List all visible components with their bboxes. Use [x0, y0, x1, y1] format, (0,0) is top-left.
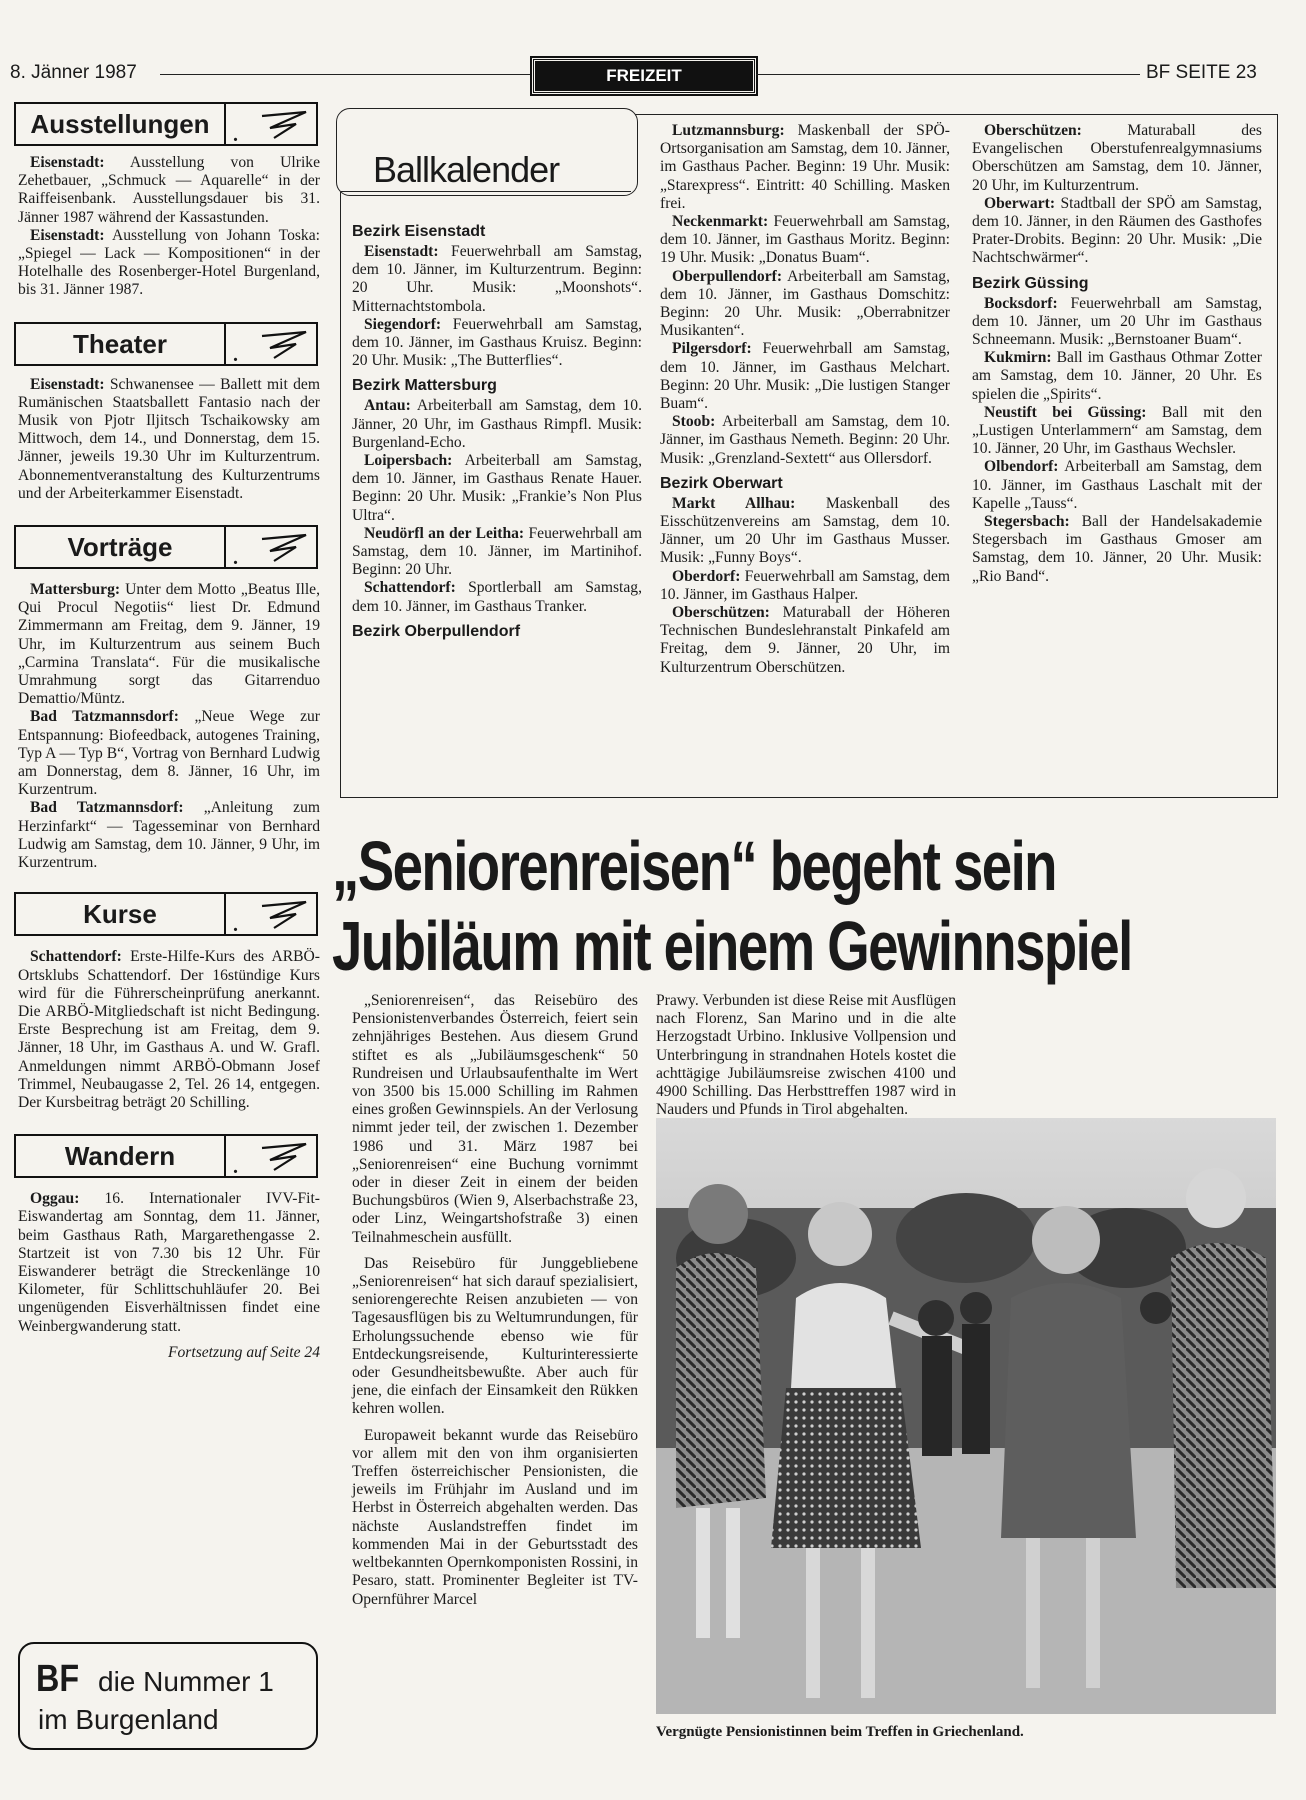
ball-col-1 — [352, 216, 642, 643]
place-name: Neudörfl an der Leitha: — [364, 524, 525, 542]
district-heading: Bezirk Güssing — [972, 274, 1089, 292]
dancing-pensioners-photo — [656, 1118, 1276, 1714]
ausstellungen-body — [14, 154, 320, 300]
place-name: Loipersbach: — [364, 452, 453, 470]
section-title: Ausstellungen — [16, 104, 226, 144]
article-paragraph: Europaweit bekannt wurde das Reisebüro vor allem mit den von ihm organisierten Treffen österreichischer Pensionisten, die jeweils im Frühjahr im Ausland und im Herbst in Österreich abgehalten werden. Das nächste Auslandstreffen findet im kommenden Mai in der Geburtsstadt des weltbekannten Opernkomponisten Rossini, in Pesaro, statt. Prominenter Begleiter ist TV-Opernführer Marcel — [352, 1426, 638, 1608]
section-header-vortraege — [14, 525, 318, 569]
entry-text: Stadtball der SPÖ am Samstag, dem 10. Jänner, in den Räumen des Gasthofes Prater-Drobits. Beginn: 20 Uhr. Musik: „Die Nachtschwärmer“. — [972, 194, 1262, 267]
bf-ad-box — [18, 1642, 318, 1750]
entry-text: Schwanensee — Ballett mit dem Rumänischen Staatsballett Fantasio nach der Musik von Pjotr Iljitsch Tschaikowsky am Mittwoch, dem 14., und Donnerstag, dem 15. Jänner, jeweils 19.30 Uhr im Kulturzentrum. Abonnementveranstaltung des Kulturzentrums und der Arbeiterkammer Eisenstadt. — [18, 375, 320, 502]
ad-line-1: die Nummer 1 — [98, 1666, 274, 1697]
place-name: Pilgersdorf: — [672, 340, 752, 358]
section-title: Wandern — [16, 1136, 226, 1176]
entry-text: Feuerwehrball am Samstag, dem 10. Jänner, um 20 Uhr im Gasthaus Schneemann. Musik: „Bernstoaner Buam“. — [972, 294, 1262, 349]
article-paragraph: Prawy. Verbunden ist diese Reise mit Ausflügen nach Florenz, San Marino und in die alte Herzogstadt Urbino. Inklusive Vollpension und Unterbringung in strandnahen Hotels kostet die achttägige Jubiläumsreise zwischen 4100 und 4900 Schilling. Das Herbsttreffen 1987 wird in Nauders und Pfunds in Tirol abgehalten. — [656, 992, 956, 1119]
place-name: Bad Tatzmannsdorf: — [30, 708, 179, 726]
ball-col-3 — [972, 122, 1262, 586]
entry-text: Ball mit den „Lustigen Unterlammern“ am Samstag, dem 10. Jänner, 20 Uhr, im Gasthaus Wechsler. — [972, 403, 1262, 458]
place-name: Stegersbach: — [984, 513, 1070, 531]
wandern-body — [14, 1190, 320, 1362]
entry-text: Sportlerball am Samstag, dem 10. Jänner, im Gasthaus Tranker. — [352, 579, 642, 615]
entry-text: Maskenball der SPÖ-Ortsorganisation am Samstag, dem 10. Jänner, im Gasthaus Pacher. Beginn: 19 Uhr. Musik: „Starexpress“. Eintritt: 40 Schilling. Masken frei. — [660, 122, 950, 212]
place-name: Bocksdorf: — [984, 294, 1058, 312]
dot-mark: . — [233, 343, 238, 366]
pen-icon — [256, 896, 312, 932]
place-name: Oberdorf: — [672, 567, 741, 585]
theater-body — [14, 376, 320, 503]
entry-text: Ausstellung von Ulrike Zehetbauer, „Schmuck — Aquarelle“ in der Raiffeisenbank. Ausstellungsdauer bis 31. Jänner 1987 während der Kassastunden. — [18, 154, 320, 226]
dot-mark: . — [233, 124, 238, 146]
place-name: Bad Tatzmannsdorf: — [30, 799, 184, 817]
place-name: Eisenstadt: — [364, 243, 439, 260]
entry-text: Arbeiterball am Samstag, dem 10. Jänner, 20 Uhr, im Gasthaus Rimpfl. Musik: Burgenland-Echo. — [352, 397, 642, 451]
place-name: Lutzmannsburg: — [672, 122, 785, 139]
dot-mark: . — [233, 547, 238, 570]
ball-col-2 — [660, 122, 950, 677]
place-name: Neustift bei Güssing: — [984, 403, 1147, 421]
pen-icon — [256, 106, 312, 142]
continued-note: Fortsetzung auf Seite 24 — [167, 1343, 320, 1361]
entry-text: Maturaball des Evangelischen Oberstufenrealgymnasiums Oberschützen am Samstag, dem 10. Jänner, 20 Uhr, im Kulturzentrum. — [972, 122, 1262, 194]
district-heading: Bezirk Mattersburg — [352, 377, 497, 395]
section-header-ausstellungen — [14, 102, 318, 146]
entry-text: Arbeiterball am Samstag, dem 10. Jänner, im Gasthaus Domschitz: Beginn: 20 Uhr. Musik: „Oberrabnitzer Musikanten“. — [660, 267, 950, 340]
section-title: Vorträge — [16, 527, 226, 567]
section-title: Theater — [16, 324, 226, 364]
place-name: Eisenstadt: — [30, 226, 105, 244]
title-underline — [341, 191, 631, 192]
place-name: Neckenmarkt: — [672, 213, 769, 231]
rubric-label: FREIZEIT — [532, 58, 756, 94]
pen-icon — [256, 529, 312, 565]
entry-text: Feuerwehrball am Samstag, dem 10. Jänner, im Martinihof. Beginn: 20 Uhr. — [352, 524, 642, 579]
entry-text: Unter dem Motto „Beatus Ille, Qui Procul Negotiis“ liest Dr. Edmund Zimmermann am Freitag, dem 9. Jänner, 19 Uhr, im Kulturzentrum aus seinem Buch „Carmina Translata“. Für die musikalische Umrahmung sorgt das Gitarrenduo Demattio/Müntz. — [18, 581, 320, 708]
place-name: Mattersburg: — [30, 581, 121, 599]
section-header-theater — [14, 322, 318, 366]
vortraege-body — [14, 581, 320, 872]
left-column — [14, 102, 320, 1362]
kurse-body — [14, 948, 320, 1112]
headline-line-2: Jubiläum mit einem Gewinnspiel — [332, 907, 1132, 985]
pen-icon — [256, 1138, 312, 1174]
header-rule-right — [756, 74, 1140, 75]
district-heading: Bezirk Oberpullendorf — [352, 622, 521, 640]
article-paragraph: „Seniorenreisen“, das Reisebüro des Pensionistenverbandes Österreich, feiert sein zehnjähriges Bestehen. Aus diesem Grund stiftet es als „Jubiläumsgeschenk“ 50 Rundreisen und Urlaubsaufenthalte im Wert von 3500 bis 15.000 Schilling im Rahmen eines großen Gewinnspiels. An der Verlosung nimmt jeder teil, der zwischen 1. Dezember 1986 und 31. März 1987 bei „Seniorenreisen“ eine Buchung vornimmt oder in dieser Zeit in einem der beiden Buchungsbüros (Wien 9, Alserbachstraße 23, oder Linz, Weingartshofstraße 3) einen Teilnahmeschein ausfüllt. — [352, 992, 638, 1246]
entry-text: Feuerwehrball am Samstag, dem 10. Jänner, im Kulturzentrum. Beginn: 20 Uhr. Musik: „Moonshots“. Mitternachtstombola. — [352, 243, 642, 315]
page-number: BF SEITE 23 — [1146, 62, 1257, 83]
place-name: Stoob: — [672, 413, 716, 431]
district-heading: Bezirk Oberwart — [660, 474, 783, 492]
dot-mark: . — [233, 914, 238, 937]
place-name: Oberpullendorf: — [672, 267, 783, 285]
entry-text: Erste-Hilfe-Kurs des ARBÖ-Ortsklubs Schattendorf. Der 16stündige Kurs wird für die Führerscheinprüfung anerkannt. Die ARBÖ-Mitgliedschaft ist nicht Bedingung. Erste Besprechung ist am Freitag, dem 9. Jänner, 18 Uhr, im Gasthaus A. und W. Grafl. Anmeldungen nimmt ARBÖ-Obmann Josef Trimmel, Neubaugasse 2, Tel. 26 14, entgegen. Der Kursbeitrag beträgt 20 Schilling. — [18, 948, 320, 1111]
pen-icon — [256, 326, 312, 362]
place-name: Siegendorf: — [364, 315, 442, 333]
place-name: Eisenstadt: — [30, 154, 105, 171]
header-rule-left — [160, 74, 532, 75]
place-name: Schattendorf: — [364, 579, 456, 597]
entry-text: Ausstellung von Johann Toska: „Spiegel — Lack — Kompositionen“ in der Hotelhalle des Rosenberger-Hotel Burgenland, bis 31. Jänner 1987. — [18, 226, 320, 299]
entry-text: Feuerwehrball am Samstag, dem 10. Jänner, im Gasthaus Melchart. Beginn: 20 Uhr. Musik: „Die lustigen Stanger Buam“. — [660, 340, 950, 413]
place-name: Markt Allhau: — [672, 494, 796, 512]
entry-text: 16. Internationaler IVV-Fit-Eiswandertag am Sonntag, dem 11. Jänner, beim Gasthaus Rath, Margarethengasse 2. Startzeit ist von 7.30 bis 12 Uhr. Für Eiswanderer beträgt die Streckenlänge 10 Kilometer, für Schlittschuhläufer 20. Bei ungenügenden Eisverhältnissen findet eine Weinbergwanderung statt. — [18, 1190, 320, 1335]
place-name: Oggau: — [30, 1190, 80, 1208]
headline-line-1: „Seniorenreisen“ begeht sein — [332, 827, 1056, 905]
entry-text: Feuerwehrball am Samstag, dem 10. Jänner, im Gasthaus Moritz. Beginn: 19 Uhr. Musik: „Donatus Buam“. — [660, 213, 950, 267]
place-name: Kukmirn: — [984, 349, 1052, 367]
entry-text: Feuerwehrball am Samstag, dem 10. Jänner, im Gasthaus Kruisz. Beginn: 20 Uhr. Musik: „The Butterflies“. — [352, 315, 642, 370]
section-header-kurse — [14, 892, 318, 936]
article-col-1 — [352, 992, 638, 1609]
entry-text: Maskenball des Eisschützenvereins am Samstag, dem 10. Jänner, um 20 Uhr im Gasthaus Musser. Musik: „Funny Boys“. — [660, 494, 950, 567]
ad-brand: BF — [36, 1658, 80, 1700]
photo-caption: Vergnügte Pensionistinnen beim Treffen in Griechenland. — [656, 1724, 1024, 1740]
article-col-2 — [656, 992, 956, 1119]
entry-text: Ball im Gasthaus Othmar Zotter am Samstag, dem 10. Jänner, 20 Uhr. Es spielen die „Spirits“. — [972, 349, 1262, 403]
entry-text: „Neue Wege zur Entspannung: Biofeedback, autogenes Training, Typ A — Typ B“, Vortrag von Bernhard Ludwig am Donnerstag, dem 8. Jänner, 16 Uhr, im Kurzentrum. — [18, 708, 321, 799]
section-title: Kurse — [16, 894, 226, 934]
entry-text: „Anleitung zum Herzinfarkt“ — Tagesseminar von Bernhard Ludwig am Samstag, dem 10. Jänner, 9 Uhr, im Kurzentrum. — [18, 799, 321, 872]
dot-mark: . — [233, 1156, 238, 1179]
issue-date: 8. Jänner 1987 — [10, 62, 137, 83]
entry-text: Arbeiterball am Samstag, dem 10. Jänner, im Gasthaus Nemeth. Beginn: 20 Uhr. Musik: „Grenzland-Sextett“ aus Ollersdorf. — [660, 413, 950, 467]
ad-line-2: im Burgenland — [38, 1704, 219, 1735]
place-name: Oberwart: — [984, 194, 1056, 212]
district-heading: Bezirk Eisenstadt — [352, 223, 486, 240]
place-name: Schattendorf: — [30, 948, 122, 966]
entry-text: Arbeiterball am Samstag, dem 10. Jänner, im Gasthaus Renate Hauer. Beginn: 20 Uhr. Musik: „Frankie’s Non Plus Ultra“. — [352, 452, 642, 524]
place-name: Eisenstadt: — [30, 375, 105, 393]
place-name: Antau: — [364, 397, 411, 415]
place-name: Oberschützen: — [672, 604, 770, 622]
place-name: Olbendorf: — [984, 458, 1059, 476]
entry-text: Arbeiterball am Samstag, dem 10. Jänner, im Gasthaus Laschalt mit der Kapelle „Tauss“. — [972, 458, 1262, 512]
article-paragraph: Das Reisebüro für Junggebliebene „Seniorenreisen“ hat sich darauf spezialisiert, seniorengerechte Reisen anzubieten — von Tagesausflügen bis zu Weltumrundungen, für Erholungssuchende ebenso wie für Entdeckungsreisende, Kulturinteressierte oder Gesundheitsbewußte. Aber auch für jene, die einfach der Einsamkeit den Rükken kehren wollen. — [352, 1254, 638, 1418]
entry-text: Ball der Handelsakademie Stegersbach im Gasthaus Gmoser am Samstag, dem 10. Jänner, 20 Uhr. Musik: „Rio Band“. — [972, 513, 1262, 585]
ballkalender-title: Ballkalender — [373, 149, 560, 190]
article-photo — [656, 1118, 1276, 1714]
section-header-wandern — [14, 1134, 318, 1178]
ballkalender-title-box — [336, 108, 638, 196]
place-name: Oberschützen: — [984, 122, 1082, 139]
entry-text: Feuerwehrball am Samstag, dem 10. Jänner, im Gasthaus Halper. — [660, 567, 950, 603]
entry-text: Maturaball der Höheren Technischen Bundeslehranstalt Pinkafeld am Freitag, dem 9. Jänner, 20 Uhr, im Kulturzentrum Oberschützen. — [660, 604, 950, 676]
